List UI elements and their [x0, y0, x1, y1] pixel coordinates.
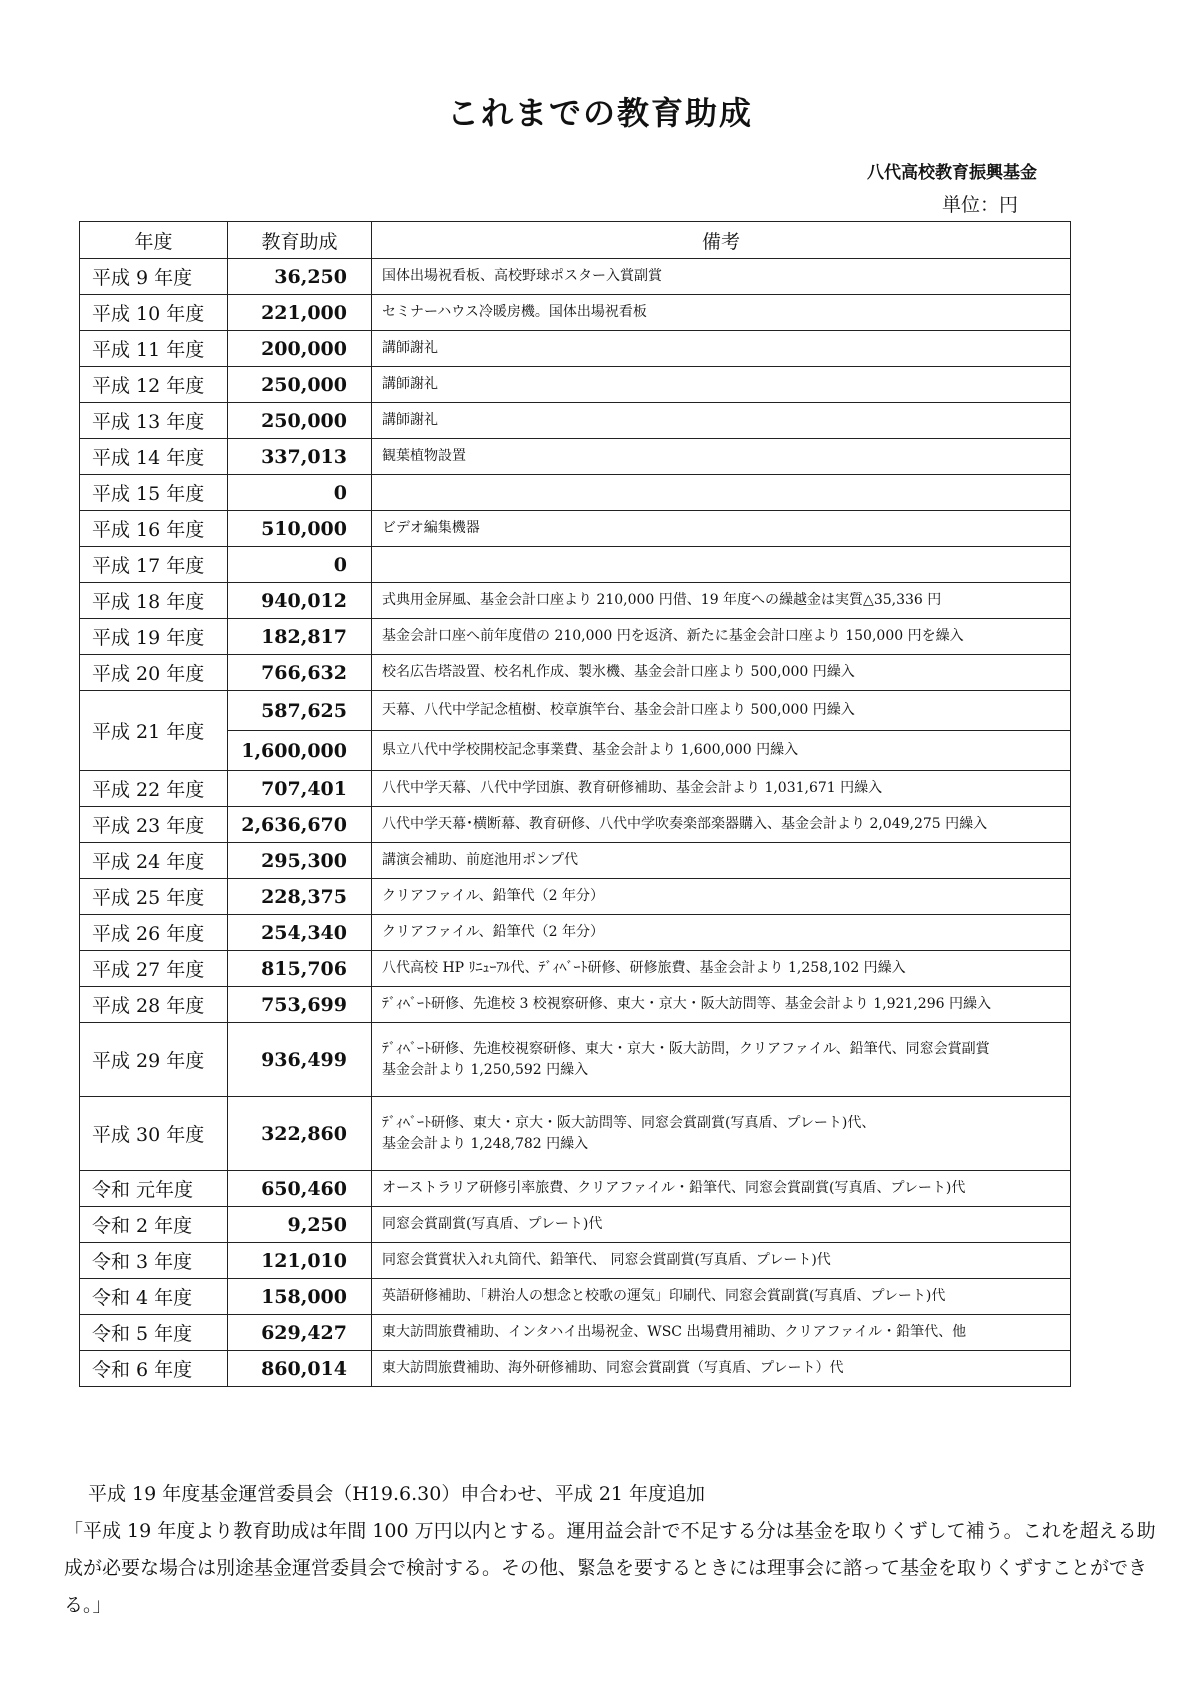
year-cell: 令和 元年度 — [80, 1171, 228, 1207]
note-cell — [372, 1243, 1071, 1279]
note-line: 観葉植物設置 — [382, 448, 466, 465]
year-cell: 平成 11 年度 — [80, 331, 228, 367]
note-line: 国体出場祝看板、高校野球ポスター入賞副賞 — [382, 268, 662, 285]
note-cell — [372, 511, 1071, 547]
note-line: 講演会補助、前庭池用ポンプ代 — [382, 852, 578, 869]
year-cell: 平成 30 年度 — [80, 1097, 228, 1171]
note-line: クリアファイル、鉛筆代（2 年分） — [382, 888, 604, 905]
year-cell: 平成 14 年度 — [80, 439, 228, 475]
year-cell: 平成 24 年度 — [80, 843, 228, 879]
year-cell: 平成 16 年度 — [80, 511, 228, 547]
note-line: ﾃﾞｨﾍﾞｰﾄ研修、先進校視察研修、東大・京大・阪大訪問，クリアファイル、鉛筆代、同窓会賞副賞 — [382, 1041, 990, 1058]
unit-label: 単位：円 — [941, 194, 1018, 216]
note-cell — [372, 771, 1071, 807]
year-cell: 令和 5 年度 — [80, 1315, 228, 1351]
amount-cell: 36,250 — [228, 259, 372, 295]
note-cell — [372, 547, 1071, 583]
note-line: 基金会計より 1,248,782 円繰入 — [382, 1135, 589, 1152]
year-cell: 平成 28 年度 — [80, 987, 228, 1023]
amount-cell: 228,375 — [228, 879, 372, 915]
table-row — [80, 1207, 1071, 1243]
year-cell: 令和 3 年度 — [80, 1243, 228, 1279]
note-cell — [372, 259, 1071, 295]
footer-quote: 「平成 19 年度より教育助成は年間 100 万円以内とする。運用益会計で不足する分は基金を取りくずして補う。これを超える助成が必要な場合は別途基金運営委員会で検討する。その他、緊急を要するときには理事会に諮って基金を取りくずすことができる。」 — [64, 1520, 1156, 1616]
note-line: 式典用金屏風、基金会計口座より 210,000 円借、19 年度への繰越金は実質△35,336 円 — [382, 592, 942, 609]
note-cell — [372, 987, 1071, 1023]
note-cell — [372, 475, 1071, 511]
amount-cell: 707,401 — [228, 771, 372, 807]
amount-cell: 337,013 — [228, 439, 372, 475]
table-row — [80, 259, 1071, 295]
amount-cell: 182,817 — [228, 619, 372, 655]
amount-cell: 158,000 — [228, 1279, 372, 1315]
note-cell — [372, 807, 1071, 843]
table-row — [80, 1351, 1071, 1387]
amount-cell: 940,012 — [228, 583, 372, 619]
year-cell: 平成 20 年度 — [80, 655, 228, 691]
note-line: 基金会計口座へ前年度借の 210,000 円を返済、新たに基金会計口座より 150,000 円を繰入 — [382, 628, 964, 645]
table-row — [80, 547, 1071, 583]
table-row — [80, 807, 1071, 843]
amount-cell: 936,499 — [228, 1023, 372, 1097]
note-line: セミナーハウス冷暖房機。国体出場祝看板 — [382, 304, 647, 321]
table-row — [80, 1097, 1071, 1171]
year-cell: 令和 4 年度 — [80, 1279, 228, 1315]
table-row — [80, 1279, 1071, 1315]
note-cell — [372, 843, 1071, 879]
amount-cell: 0 — [228, 547, 372, 583]
year-cell: 平成 19 年度 — [80, 619, 228, 655]
note-line: ビデオ編集機器 — [382, 520, 480, 537]
amount-cell: 1,600,000 — [228, 731, 372, 771]
year-cell: 平成 21 年度 — [80, 691, 228, 771]
note-line: 英語研修補助、「耕治人の想念と校歌の運気」印刷代、同窓会賞副賞(写真盾、プレート)代 — [382, 1288, 946, 1305]
amount-cell: 650,460 — [228, 1171, 372, 1207]
note-cell — [372, 1351, 1071, 1387]
amount-cell: 766,632 — [228, 655, 372, 691]
year-cell: 平成 25 年度 — [80, 879, 228, 915]
note-cell — [372, 951, 1071, 987]
header-year: 年度 — [80, 222, 228, 259]
note-line: 八代高校 HP ﾘﾆｭｰｱﾙ代、ﾃﾞｨﾍﾞｰﾄ研修、研修旅費、基金会計より 1,258,102 円繰入 — [382, 960, 906, 977]
year-cell: 平成 29 年度 — [80, 1023, 228, 1097]
grants-table — [79, 221, 1071, 1387]
note-line: オーストラリア研修引率旅費、クリアファイル・鉛筆代、同窓会賞副賞(写真盾、プレート)代 — [382, 1180, 966, 1197]
note-line: 基金会計より 1,250,592 円繰入 — [382, 1061, 589, 1078]
table-row — [80, 731, 1071, 771]
note-cell — [372, 1171, 1071, 1207]
amount-cell: 295,300 — [228, 843, 372, 879]
note-line: 講師謝礼 — [382, 412, 438, 429]
amount-cell: 221,000 — [228, 295, 372, 331]
year-cell: 令和 2 年度 — [80, 1207, 228, 1243]
amount-cell: 0 — [228, 475, 372, 511]
year-cell: 平成 10 年度 — [80, 295, 228, 331]
year-cell: 平成 27 年度 — [80, 951, 228, 987]
note-cell — [372, 583, 1071, 619]
table-body — [80, 259, 1071, 1387]
table-row — [80, 295, 1071, 331]
table-header-row — [80, 222, 1071, 259]
table-row — [80, 367, 1071, 403]
header-amount: 教育助成 — [228, 222, 372, 259]
footer-line: 平成 19 年度基金運営委員会（H19.6.30）申合わせ、平成 21 年度追加 — [88, 1483, 706, 1505]
amount-cell: 9,250 — [228, 1207, 372, 1243]
note-cell — [372, 879, 1071, 915]
amount-cell: 200,000 — [228, 331, 372, 367]
table-row — [80, 771, 1071, 807]
amount-cell: 322,860 — [228, 1097, 372, 1171]
amount-cell: 250,000 — [228, 367, 372, 403]
note-line: 同窓会賞副賞(写真盾、プレート)代 — [382, 1216, 603, 1233]
table-row — [80, 879, 1071, 915]
note-line: ﾃﾞｨﾍﾞｰﾄ研修、先進校 3 校視察研修、東大・京大・阪大訪問等、基金会計より 1,921,296 円繰入 — [382, 996, 991, 1013]
amount-cell: 254,340 — [228, 915, 372, 951]
year-cell: 平成 23 年度 — [80, 807, 228, 843]
year-cell: 令和 6 年度 — [80, 1351, 228, 1387]
note-line: 講師謝礼 — [382, 376, 438, 393]
table-row — [80, 915, 1071, 951]
note-line: ﾃﾞｨﾍﾞｰﾄ研修、東大・京大・阪大訪問等、同窓会賞副賞(写真盾、プレート)代、 — [382, 1115, 876, 1132]
note-cell — [372, 1023, 1071, 1097]
note-cell — [372, 331, 1071, 367]
table-row — [80, 331, 1071, 367]
amount-cell: 121,010 — [228, 1243, 372, 1279]
note-cell — [372, 1207, 1071, 1243]
amount-cell: 815,706 — [228, 951, 372, 987]
table-row — [80, 583, 1071, 619]
table-row — [80, 987, 1071, 1023]
year-cell: 平成 26 年度 — [80, 915, 228, 951]
note-cell — [372, 367, 1071, 403]
note-cell — [372, 403, 1071, 439]
table-row — [80, 691, 1071, 731]
table-row — [80, 1243, 1071, 1279]
note-cell — [372, 439, 1071, 475]
note-line: 同窓会賞賞状入れ丸筒代、鉛筆代、 同窓会賞副賞(写真盾、プレート)代 — [382, 1252, 831, 1269]
note-line: 八代中学天幕･横断幕、教育研修、八代中学吹奏楽部楽器購入、基金会計より 2,049,275 円繰入 — [382, 816, 988, 833]
note-cell — [372, 295, 1071, 331]
note-line: 講師謝礼 — [382, 340, 438, 357]
note-cell — [372, 915, 1071, 951]
table-row — [80, 439, 1071, 475]
table-row — [80, 403, 1071, 439]
amount-cell: 2,636,670 — [228, 807, 372, 843]
note-line: 東大訪問旅費補助、インタハイ出場祝金、WSC 出場費用補助、クリアファイル・鉛筆代、他 — [382, 1324, 967, 1341]
table-row — [80, 655, 1071, 691]
year-cell: 平成 22 年度 — [80, 771, 228, 807]
table-row — [80, 843, 1071, 879]
note-line: 校名広告塔設置、校名札作成、製氷機、基金会計口座より 500,000 円繰入 — [382, 664, 855, 681]
note-line: クリアファイル、鉛筆代（2 年分） — [382, 924, 604, 941]
year-cell: 平成 15 年度 — [80, 475, 228, 511]
year-cell: 平成 9 年度 — [80, 259, 228, 295]
table-row — [80, 1023, 1071, 1097]
amount-cell: 510,000 — [228, 511, 372, 547]
amount-cell: 629,427 — [228, 1315, 372, 1351]
year-cell: 平成 13 年度 — [80, 403, 228, 439]
note-cell — [372, 1097, 1071, 1171]
note-cell — [372, 619, 1071, 655]
header-notes: 備考 — [372, 222, 1071, 259]
amount-cell: 753,699 — [228, 987, 372, 1023]
note-cell — [372, 655, 1071, 691]
table-row — [80, 951, 1071, 987]
table-row — [80, 1315, 1071, 1351]
table-row — [80, 475, 1071, 511]
table-row — [80, 619, 1071, 655]
amount-cell: 860,014 — [228, 1351, 372, 1387]
year-cell: 平成 12 年度 — [80, 367, 228, 403]
page-title: これまでの教育助成 — [446, 94, 753, 132]
note-line: 八代中学天幕、八代中学団旗、教育研修補助、基金会計より 1,031,671 円繰入 — [382, 780, 883, 797]
organization-name: 八代高校教育振興基金 — [867, 163, 1037, 183]
table-row — [80, 1171, 1071, 1207]
footer-note — [64, 1476, 1164, 1624]
note-cell: 天幕、八代中学記念植樹、校章旗竿台、基金会計口座より 500,000 円繰入 — [372, 691, 1071, 731]
amount-cell: 587,625 — [228, 691, 372, 731]
table-row — [80, 511, 1071, 547]
year-cell: 平成 17 年度 — [80, 547, 228, 583]
year-cell: 平成 18 年度 — [80, 583, 228, 619]
note-cell — [372, 1279, 1071, 1315]
note-cell — [372, 1315, 1071, 1351]
note-line: 東大訪問旅費補助、海外研修補助、同窓会賞副賞（写真盾、プレート）代 — [382, 1360, 844, 1377]
note-cell: 県立八代中学校開校記念事業費、基金会計より 1,600,000 円繰入 — [372, 731, 1071, 771]
amount-cell: 250,000 — [228, 403, 372, 439]
